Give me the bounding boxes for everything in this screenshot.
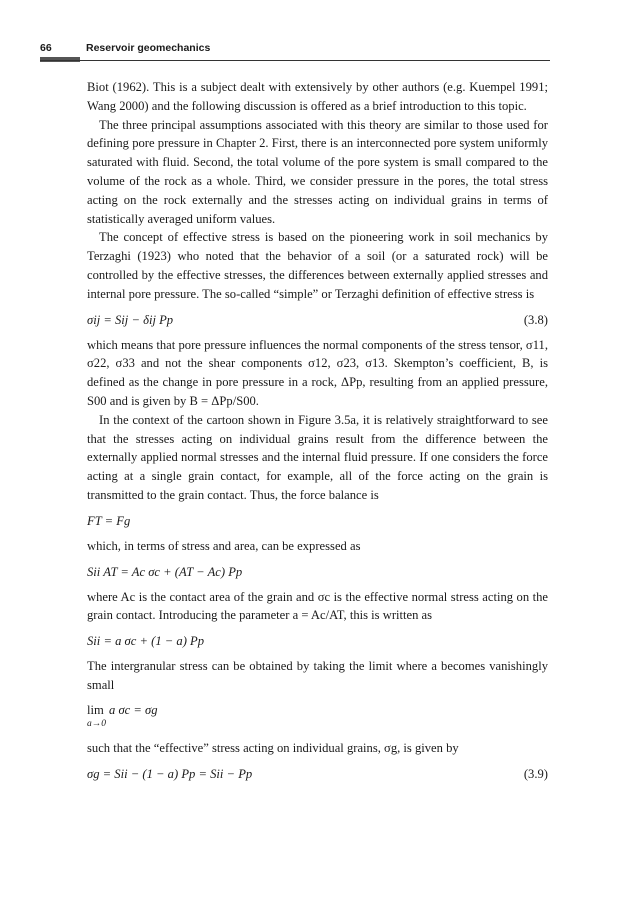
limit-operator: lim — [87, 702, 104, 717]
paragraph-cartoon: In the context of the cartoon shown in Figure 3.5a, it is relatively straightforward to see that the stresses acting on individual grains result from the difference between the externally applied normal stresses and the internal fluid pressure. If one considers the force acting at a single grain contact, for example, all of the force acting on the grain is transmitted to the grain contact. Thus, the force balance is — [87, 412, 548, 502]
header-rule — [40, 60, 550, 61]
equation-3-9-body: σg = Sii − (1 − a) Pp = Sii − Pp — [87, 766, 253, 781]
limit-expression: a σc = σg — [109, 702, 158, 717]
paragraph-intergranular: The intergranular stress can be obtained by taking the limit where a becomes vanishingly small — [87, 659, 548, 692]
paragraph-stress-area: which, in terms of stress and area, can be expressed as — [87, 538, 361, 553]
paragraph-assumptions: The three principal assumptions associated with this theory are similar to those used for defining pore pressure in Chapter 2. First, there is an interconnected pore system uniformly saturated with fluid. Second, the total volume of the pore system is small compared to the volume of the rock as a whole. Third, we consider pressure in the pores, the total stress acting on the rock externally and the stresses acting on individual grains in terms of statistically averaged uniform values. — [87, 117, 548, 226]
paragraph-grain-stress: such that the “effective” stress acting on individual grains, σg, is given by — [87, 740, 459, 755]
equation-force-balance-body: FT = Fg — [87, 513, 131, 528]
equation-force-balance — [87, 511, 548, 531]
equation-3-8-number: (3.8) — [523, 312, 548, 327]
limit-subscript: a→0 — [87, 718, 106, 729]
running-header — [40, 42, 560, 62]
equation-3-9 — [87, 764, 548, 784]
paragraph-intro: Biot (1962). This is a subject dealt with extensively by other authors (e.g. Kuempel 1991; Wang 2000) and the following discussion is offered as a brief introduction to this topic. — [87, 80, 548, 113]
equation-3-9-number: (3.9) — [523, 766, 548, 781]
equation-stress-area — [87, 562, 548, 582]
equation-3-8 — [87, 310, 548, 330]
paragraph-effective-stress: The concept of effective stress is based on the pioneering work in soil mechanics by Terzaghi (1923) who noted that the behavior of a soil (or a saturated rock) will be controlled by the effective stresses, the differences between externally applied stresses and internal pore pressure. The so-called “simple” or Terzaghi definition of effective stress is — [87, 230, 548, 301]
paragraph-contact-area: where Ac is the contact area of the grain and σc is the effective normal stress acting on the grain contact. Introducing the parameter a = Ac/AT, this is written as — [87, 589, 548, 623]
paragraph-skempton: which means that pore pressure influences the normal components of the stress tensor, σ11, σ22, σ33 and not the shear components σ12, σ23, σ13. Skempton’s coefficient, B, is defined as the change in pore pressure in a rock, ΔPp, resulting from an applied pressure, S00 and is given by B = ΔPp/S00. — [87, 337, 548, 408]
equation-limit — [87, 701, 548, 731]
equation-stress-area-body: Sii AT = Ac σc + (AT − Ac) Pp — [87, 564, 243, 579]
equation-parameter-body: Sii = a σc + (1 − a) Pp — [87, 634, 205, 649]
page-number: 66 — [40, 42, 52, 54]
running-title: Reservoir geomechanics — [86, 42, 211, 54]
page-body — [87, 78, 548, 790]
equation-parameter — [87, 631, 548, 651]
equation-3-8-body: σij = Sij − δij Pp — [87, 312, 174, 327]
